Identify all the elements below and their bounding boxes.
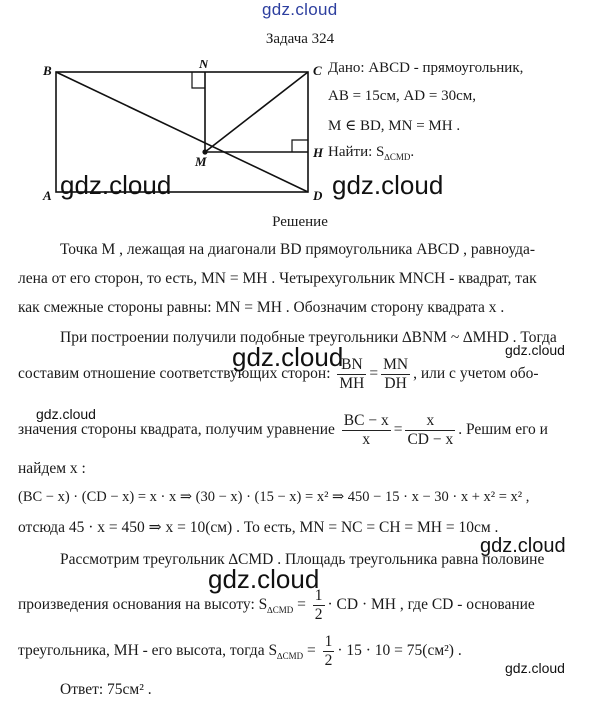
p2-line-2-text: составим отношение соответствующих сторон: — [18, 365, 331, 383]
watermark-bottom-small: gdz.cloud — [505, 660, 565, 676]
p3-line-2-end: · CD · MH , где CD - основание — [327, 596, 535, 614]
watermark-mid-big: gdz.cloud — [232, 342, 344, 372]
equation-1: (BC − x) · (CD − x) = x · x ⇒ (30 − x) · (15 − x) = x² ⇒ 450 − 15 · x − 30 · x + x² = x² , — [18, 489, 530, 505]
right-angle-n — [192, 72, 205, 88]
p1-line-2: лена от его сторон, то есть, MN = MH . Четырехугольник MNCH - квадрат, так — [18, 270, 537, 287]
fraction-half-2: $\frac{1}{2}$ — [324, 633, 333, 669]
p2-line-3-text: значения стороны квадрата, получим уравнение — [18, 421, 335, 439]
given-line-1: Дано: ABCD - прямоугольник, — [328, 60, 524, 76]
p3-line-2 — [18, 587, 535, 624]
p2-line-3: значения стороны квадрата, получим уравнение $\frac{BC - x}{x}$ = $\frac{x}{CD - x}$ . Решим его и — [18, 412, 548, 448]
fraction-bc-x: $\frac{BC - x}{x}$ — [343, 412, 389, 448]
find-end: . — [410, 144, 415, 160]
p3-line-3-end: · 15 · 10 = 75(см²) . — [337, 642, 462, 660]
watermark-left-big: gdz.cloud — [60, 170, 172, 200]
p1-line-1: Точка M , лежащая на диагонали BD прямоугольника ABCD , равноуда- — [60, 241, 536, 258]
watermark-left-small: gdz.cloud — [36, 406, 96, 422]
p2-line-4: найдем x : — [18, 460, 86, 477]
solution-title: Решение — [272, 214, 328, 230]
p2-line-3-end: . Решим его и — [458, 421, 548, 439]
page-title: Задача 324 — [265, 31, 335, 47]
p1-line-3: как смежные стороны равны: MN = MH . Обозначим сторону квадрата x . — [18, 299, 505, 316]
p3-line-2-sub: ∆CMD — [267, 605, 294, 616]
fraction-mn-dh: $\frac{MN}{DH}$ — [383, 356, 409, 392]
watermark-mid-small-right: gdz.cloud — [505, 342, 565, 358]
label-d: D — [313, 188, 323, 203]
p3-line-2-eq: = — [293, 596, 310, 614]
watermark-bottom-big: gdz.cloud — [208, 564, 320, 594]
fraction-bn-mh: $\frac{BN}{MH}$ — [339, 356, 365, 392]
watermark-right-big: gdz.cloud — [332, 170, 444, 200]
label-h: H — [313, 145, 324, 160]
label-a: A — [43, 188, 52, 203]
find-subscript: ∆CMD — [384, 152, 411, 162]
p2-line-1: При построении получили подобные треугольники ∆BNM ~ ∆MHD . Тогда — [60, 329, 557, 346]
right-angle-h — [292, 140, 308, 152]
equation-2: отсюда 45 · x = 450 ⇒ x = 10(см) . То есть, MN = NC = CH = MH = 10см . — [18, 519, 499, 536]
p3-line-3-text: треугольника, MH - его высота, тогда S — [18, 642, 278, 660]
p2-line-2-end: , или с учетом обо- — [413, 365, 539, 383]
p3-line-3 — [18, 633, 462, 670]
label-c: C — [313, 63, 322, 78]
given-line-2: AB = 15см, AD = 30см, — [328, 88, 476, 104]
find-label: Найти: S — [328, 144, 385, 160]
p3-line-2-text: произведения основания на высоту: S — [18, 596, 268, 614]
p3-line-3-sub: ∆CMD — [277, 651, 304, 662]
answer: Ответ: 75см² . — [60, 681, 152, 698]
find-line — [328, 144, 414, 162]
label-n: N — [199, 60, 209, 71]
fraction-half-1: $\frac{1}{2}$ — [314, 587, 323, 623]
p3-line-1: Рассмотрим треугольник ∆CMD . Площадь треугольника равна половине — [60, 551, 545, 568]
p2-line-2: составим отношение соответствующих сторон: $\frac{BN}{MH}$ = $\frac{MN}{DH}$ , или с учетом обо- — [18, 356, 539, 392]
fraction-x-cd: $\frac{x}{CD - x}$ — [407, 412, 454, 448]
watermark-top: gdz.cloud — [262, 0, 338, 19]
label-m: M — [195, 154, 207, 169]
p3-line-3-eq: = — [303, 642, 320, 660]
label-b: B — [43, 63, 52, 78]
watermark-right-small-2: gdz.cloud — [480, 535, 566, 557]
given-line-3: M ∈ BD, MN = MH . — [328, 118, 461, 134]
